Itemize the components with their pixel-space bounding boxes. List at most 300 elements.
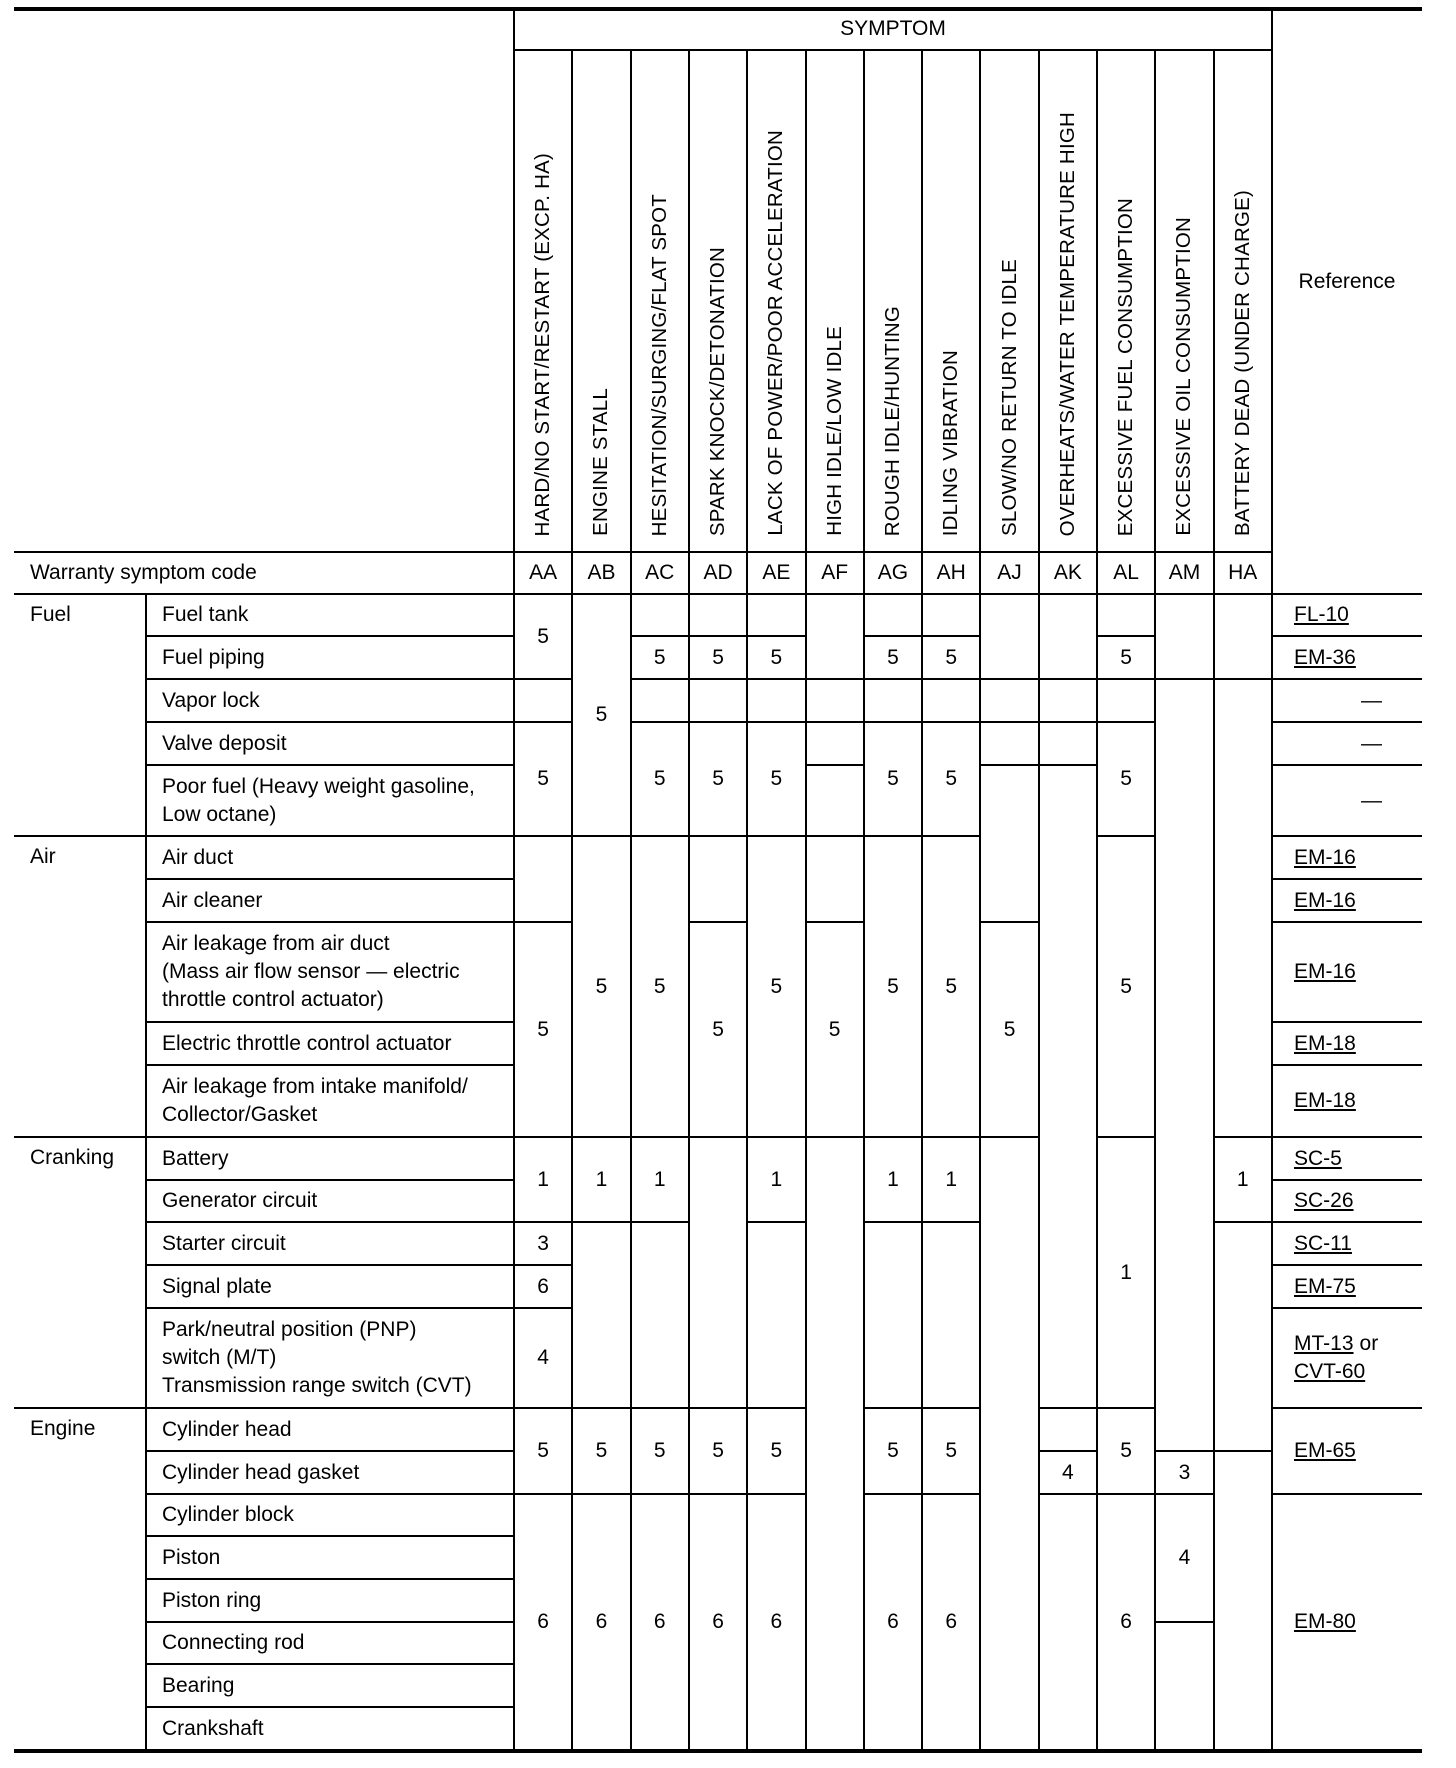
matrix-cell: 6 (595, 1610, 608, 1633)
reference-link[interactable]: EM-16 (1294, 845, 1356, 869)
grid-line (689, 1136, 747, 1138)
matrix-cell (980, 765, 1038, 922)
grid-line (514, 678, 572, 680)
matrix-cell (864, 594, 922, 636)
symptom-header-al (1097, 50, 1155, 552)
matrix-cell: 5 (595, 703, 608, 726)
grid-line (689, 678, 747, 680)
grid-line (1039, 1450, 1097, 1452)
grid-line (1272, 1407, 1422, 1409)
matrix-cell (980, 722, 1038, 765)
item-label: Cylinder block (162, 1503, 294, 1526)
reference-cell (1272, 879, 1422, 922)
matrix-cell (806, 1137, 864, 1750)
symptom-header-ae (747, 50, 805, 552)
grid-line (1155, 1450, 1213, 1452)
grid-line (922, 678, 980, 680)
matrix-cell: 1 (945, 1167, 958, 1191)
reference-cell (1272, 922, 1422, 1022)
grid-line (1272, 1179, 1422, 1181)
grid-line (806, 921, 864, 923)
matrix-cell (922, 679, 980, 722)
grid-line (864, 1407, 922, 1409)
grid-line (1214, 1450, 1272, 1452)
grid-line (806, 721, 864, 723)
matrix-cell: 5 (712, 645, 724, 669)
matrix-cell (1039, 1408, 1097, 1451)
grid-line (1097, 835, 1155, 837)
matrix-cell (631, 679, 689, 722)
grid-line (1272, 878, 1422, 880)
item-label: Bearing (162, 1673, 235, 1697)
grid-line (864, 678, 922, 680)
matrix-cell: 5 (712, 1439, 724, 1462)
symptom-header-am (1155, 50, 1213, 552)
reference-cell (1272, 1137, 1422, 1180)
symptom-name: SPARK KNOCK/DETONATION (706, 246, 730, 536)
grid-line (689, 921, 747, 923)
grid-line (1272, 721, 1422, 723)
warranty-code-label: Warranty symptom code (30, 561, 257, 584)
matrix-cell: 5 (945, 1439, 958, 1462)
item-label: Valve deposit (162, 731, 287, 755)
grid-line (980, 764, 1038, 766)
grid-line (146, 1578, 514, 1580)
reference-link[interactable]: EM-16 (1294, 888, 1356, 912)
reference-none: — (1361, 688, 1382, 712)
symptom-name: BATTERY DEAD (UNDER CHARGE) (1230, 190, 1254, 536)
symptom-name: ENGINE STALL (589, 388, 613, 536)
grid-line (514, 721, 572, 723)
grid-line (689, 1493, 747, 1495)
item-label: Air duct (162, 845, 234, 869)
matrix-cell: 5 (595, 974, 608, 998)
grid-line (922, 1407, 980, 1409)
grid-line (146, 678, 514, 680)
matrix-cell: 5 (1120, 1439, 1132, 1462)
warranty-code: AK (1053, 561, 1082, 584)
grid-line (572, 835, 630, 837)
grid-line (1272, 1221, 1422, 1223)
matrix-cell: 5 (770, 974, 783, 998)
grid-line (146, 1021, 514, 1023)
reference-cell (1272, 1494, 1422, 1750)
matrix-cell: 3 (1178, 1460, 1191, 1484)
grid-line (1271, 8, 1273, 1750)
grid-line (689, 635, 747, 637)
matrix-cell: 5 (887, 645, 899, 669)
item-label: Air cleaner (162, 888, 263, 912)
grid-line (514, 1221, 572, 1223)
grid-line (1096, 50, 1098, 1750)
grid-line (146, 635, 514, 637)
grid-line (1213, 50, 1215, 1750)
matrix-cell (631, 594, 689, 636)
matrix-cell: 5 (887, 767, 899, 790)
grid-line (631, 678, 689, 680)
grid-line (747, 1136, 805, 1138)
matrix-cell (689, 679, 747, 722)
matrix-cell (1214, 1222, 1272, 1451)
matrix-cell (806, 836, 864, 922)
grid-line (146, 1621, 514, 1623)
grid-line (747, 721, 805, 723)
grid-line (1214, 1136, 1272, 1138)
matrix-cell (864, 1222, 922, 1408)
reference-cell (1272, 1222, 1422, 1265)
matrix-cell: 6 (653, 1610, 666, 1633)
grid-line (146, 721, 514, 723)
grid-line (631, 721, 689, 723)
grid-line (1039, 721, 1097, 723)
grid-line (806, 678, 864, 680)
grid-line (980, 921, 1038, 923)
grid-line (1155, 678, 1213, 680)
grid-line (747, 1493, 805, 1495)
warranty-code: AM (1168, 561, 1201, 584)
symptom-name: EXCESSIVE OIL CONSUMPTION (1172, 217, 1196, 536)
reference-link[interactable]: SC-11 (1294, 1231, 1352, 1255)
grid-line (514, 1407, 572, 1409)
symptom-name: HIGH IDLE/LOW IDLE (822, 326, 846, 536)
grid-line (146, 1221, 514, 1223)
symptom-name: HARD/NO START/RESTART (EXCP. HA) (531, 152, 555, 536)
warranty-code: AF (821, 561, 849, 584)
grid-line (1272, 764, 1422, 766)
matrix-cell: 5 (1120, 767, 1132, 790)
reference-cell (1272, 1408, 1422, 1494)
matrix-cell (631, 1222, 689, 1408)
reference-cell (1272, 1180, 1422, 1222)
grid-line (1039, 764, 1097, 766)
grid-line (630, 50, 632, 1750)
grid-line (1154, 50, 1156, 1750)
reference-or: or (1359, 1332, 1379, 1355)
warranty-code: AE (762, 561, 791, 584)
matrix-cell: 1 (537, 1167, 549, 1191)
grid-line (514, 1136, 572, 1138)
symptom-header-aa (514, 50, 572, 552)
matrix-cell: 5 (712, 1017, 724, 1041)
grid-line (146, 1307, 514, 1309)
reference-link[interactable]: EM-16 (1294, 960, 1356, 983)
grid-line (146, 1663, 514, 1665)
warranty-code: AB (587, 561, 616, 584)
reference-none: — (1361, 731, 1382, 755)
matrix-cell (1097, 594, 1155, 636)
item-label: Air leakage from intake manifold/ Collector/Gasket (162, 1075, 468, 1126)
reference-link[interactable]: CVT-60 (1294, 1360, 1366, 1383)
grid-line (864, 1493, 922, 1495)
matrix-cell (806, 594, 864, 679)
grid-line (864, 721, 922, 723)
grid-line (631, 1221, 689, 1223)
matrix-cell: 5 (1120, 645, 1132, 669)
symptom-header-ac (631, 50, 689, 552)
item-label: Air leakage from air duct (Mass air flow sensor — electric throttle control actuator) (162, 932, 460, 1011)
grid-line (747, 1407, 805, 1409)
symptom-name: OVERHEATS/WATER TEMPERATURE HIGH (1055, 111, 1079, 536)
group-label-engine: Engine (30, 1417, 96, 1440)
item-label: Generator circuit (162, 1189, 318, 1212)
grid-line (572, 1136, 630, 1138)
group-label-fuel: Fuel (30, 603, 71, 626)
symptom-name: ROUGH IDLE/HUNTING (880, 305, 904, 536)
matrix-cell (922, 594, 980, 636)
matrix-cell: 6 (712, 1610, 724, 1633)
grid-line (980, 1136, 1038, 1138)
matrix-cell (572, 1222, 630, 1408)
grid-line (1272, 678, 1422, 680)
item-label: Cylinder head (162, 1417, 292, 1441)
reference-link[interactable]: EM-75 (1294, 1274, 1356, 1298)
grid-line (805, 50, 807, 1750)
grid-line (689, 835, 747, 837)
grid-line (146, 1706, 514, 1708)
matrix-cell: 5 (1120, 974, 1132, 998)
grid-line (922, 635, 980, 637)
matrix-cell (1155, 679, 1213, 1451)
reference-link[interactable]: FL-10 (1294, 603, 1349, 626)
matrix-cell (1039, 765, 1097, 1408)
grid-line (922, 835, 980, 837)
grid-line (572, 1407, 630, 1409)
grid-line (146, 764, 514, 766)
matrix-cell (747, 594, 805, 636)
grid-line (1272, 835, 1422, 837)
matrix-cell: 6 (1120, 1610, 1132, 1633)
matrix-cell: 5 (653, 645, 666, 669)
grid-line (688, 50, 690, 1750)
matrix-cell: 5 (537, 624, 549, 648)
grid-line (1097, 1136, 1155, 1138)
grid-line (806, 1136, 864, 1138)
grid-line (863, 50, 865, 1750)
matrix-cell (514, 679, 572, 722)
group-label-cranking: Cranking (30, 1146, 115, 1169)
item-label: Piston (162, 1545, 221, 1569)
reference-cell (1272, 765, 1422, 836)
grid-line (806, 764, 864, 766)
grid-line (922, 1493, 980, 1495)
matrix-cell (922, 1222, 980, 1408)
symptom-header-ak (1039, 50, 1097, 552)
group-label-air: Air (30, 845, 56, 868)
symptom-heading: SYMPTOM (840, 17, 946, 40)
symptom-header-ab (572, 50, 630, 552)
matrix-cell: 5 (595, 1439, 608, 1462)
grid-line (864, 635, 922, 637)
matrix-cell (980, 1137, 1038, 1750)
grid-line (1272, 921, 1422, 923)
grid-line (572, 1493, 630, 1495)
grid-line (514, 835, 572, 837)
matrix-cell (806, 679, 864, 722)
grid-line (631, 1407, 689, 1409)
matrix-cell (1039, 594, 1097, 679)
reference-link[interactable]: EM-18 (1294, 1089, 1356, 1112)
reference-cell (1272, 636, 1422, 679)
matrix-cell: 6 (945, 1610, 958, 1633)
grid-line (1097, 721, 1155, 723)
grid-line (571, 50, 573, 1750)
matrix-cell: 4 (537, 1346, 549, 1369)
grid-line (514, 1307, 572, 1309)
item-label: Signal plate (162, 1274, 272, 1298)
matrix-cell (1214, 1451, 1272, 1750)
reference-heading: Reference (1298, 270, 1396, 293)
matrix-cell: 5 (945, 645, 958, 669)
item-label: Battery (162, 1146, 229, 1170)
matrix-cell (980, 679, 1038, 722)
reference-link[interactable]: MT-13 (1294, 1332, 1354, 1355)
item-label: Vapor lock (162, 688, 260, 712)
symptom-header-ad (689, 50, 747, 552)
item-label: Fuel tank (162, 603, 249, 626)
matrix-cell: 5 (653, 767, 666, 790)
item-label: Fuel piping (162, 645, 265, 669)
grid-line (146, 1493, 514, 1495)
grid-line (980, 721, 1038, 723)
grid-line (146, 1535, 514, 1537)
matrix-cell (1214, 679, 1272, 1137)
grid-line (631, 1136, 689, 1138)
matrix-cell: 6 (887, 1610, 899, 1633)
matrix-cell (1039, 1494, 1097, 1750)
grid-line (922, 1136, 980, 1138)
grid-line (146, 878, 514, 880)
reference-none: — (1361, 788, 1382, 812)
matrix-cell: 5 (537, 767, 549, 790)
symptom-name: IDLING VIBRATION (939, 349, 963, 536)
grid-line (1155, 1493, 1213, 1495)
matrix-cell: 6 (770, 1610, 783, 1633)
matrix-cell (689, 1137, 747, 1408)
matrix-cell (1039, 722, 1097, 765)
grid-line (146, 1264, 514, 1266)
symptom-header-ha (1214, 50, 1272, 552)
grid-line (145, 594, 147, 1750)
grid-line (631, 635, 689, 637)
matrix-cell: 5 (945, 767, 958, 790)
matrix-cell: 5 (887, 1439, 899, 1462)
matrix-cell: 5 (770, 645, 783, 669)
item-label: Connecting rod (162, 1631, 305, 1654)
symptom-header-ah (922, 50, 980, 552)
warranty-code: AC (645, 561, 675, 584)
reference-link[interactable]: EM-36 (1294, 645, 1356, 669)
grid-line (514, 49, 1272, 51)
matrix-cell: 1 (1120, 1260, 1132, 1284)
matrix-cell: 5 (945, 974, 958, 998)
grid-line (1155, 1621, 1213, 1623)
grid-line (1038, 50, 1040, 1750)
grid-line (1214, 678, 1272, 680)
grid-line (631, 835, 689, 837)
grid-line (14, 551, 1272, 553)
matrix-cell: 5 (1003, 1017, 1016, 1041)
reference-link[interactable]: EM-65 (1294, 1439, 1356, 1462)
grid-line (514, 1493, 572, 1495)
reference-link[interactable]: SC-5 (1294, 1146, 1342, 1170)
matrix-cell: 5 (828, 1017, 841, 1041)
symptom-header-aj (980, 50, 1038, 552)
grid-line (864, 1221, 922, 1223)
grid-line (572, 1221, 630, 1223)
item-label: Crankshaft (162, 1716, 264, 1740)
matrix-cell (747, 679, 805, 722)
grid-line (513, 8, 515, 1750)
item-label: Starter circuit (162, 1231, 286, 1255)
grid-line (146, 1450, 514, 1452)
grid-line (1272, 635, 1422, 637)
grid-line (14, 835, 514, 837)
matrix-cell (1039, 679, 1097, 722)
grid-line (1272, 1493, 1422, 1495)
reference-link[interactable]: EM-18 (1294, 1031, 1356, 1055)
matrix-cell (689, 836, 747, 922)
reference-cell (1272, 1022, 1422, 1065)
grid-line (980, 678, 1038, 680)
grid-line (514, 921, 572, 923)
reference-cell (1272, 594, 1422, 636)
matrix-cell (1214, 594, 1272, 679)
reference-cell (1272, 722, 1422, 765)
reference-cell (1272, 1308, 1422, 1408)
grid-line (1097, 1493, 1155, 1495)
matrix-cell: 5 (770, 767, 783, 790)
matrix-cell (806, 765, 864, 836)
matrix-cell: 1 (1236, 1167, 1249, 1191)
matrix-cell (514, 836, 572, 922)
grid-line (14, 1749, 1422, 1753)
grid-line (746, 50, 748, 1750)
matrix-cell: 5 (653, 974, 666, 998)
matrix-cell (1155, 594, 1213, 679)
grid-line (689, 721, 747, 723)
matrix-cell: 5 (770, 1439, 783, 1462)
grid-line (864, 1136, 922, 1138)
matrix-cell (1097, 679, 1155, 722)
symptom-name: LACK OF POWER/POOR ACCELERATION (764, 130, 788, 536)
matrix-cell: 1 (595, 1167, 608, 1191)
grid-line (14, 1136, 514, 1138)
reference-cell (1272, 1065, 1422, 1137)
symptom-header-ag (864, 50, 922, 552)
grid-line (146, 1179, 514, 1181)
grid-line (1039, 1407, 1097, 1409)
matrix-cell (689, 594, 747, 636)
matrix-cell: 5 (887, 974, 899, 998)
grid-line (514, 1264, 572, 1266)
matrix-cell: 5 (653, 1439, 666, 1462)
grid-line (1039, 678, 1097, 680)
matrix-cell: 5 (712, 767, 724, 790)
warranty-code: HA (1228, 561, 1258, 584)
warranty-code: AG (877, 561, 909, 584)
grid-line (14, 1407, 514, 1409)
reference-cell (1272, 1265, 1422, 1308)
matrix-cell: 6 (537, 1610, 549, 1633)
reference-link[interactable]: SC-26 (1294, 1189, 1354, 1212)
matrix-cell (747, 1222, 805, 1408)
matrix-cell: 4 (1061, 1460, 1074, 1484)
warranty-code: AH (936, 561, 966, 584)
grid-line (1272, 1021, 1422, 1023)
grid-line (979, 50, 981, 1750)
grid-line (1097, 1407, 1155, 1409)
reference-link[interactable]: EM-80 (1294, 1610, 1356, 1633)
